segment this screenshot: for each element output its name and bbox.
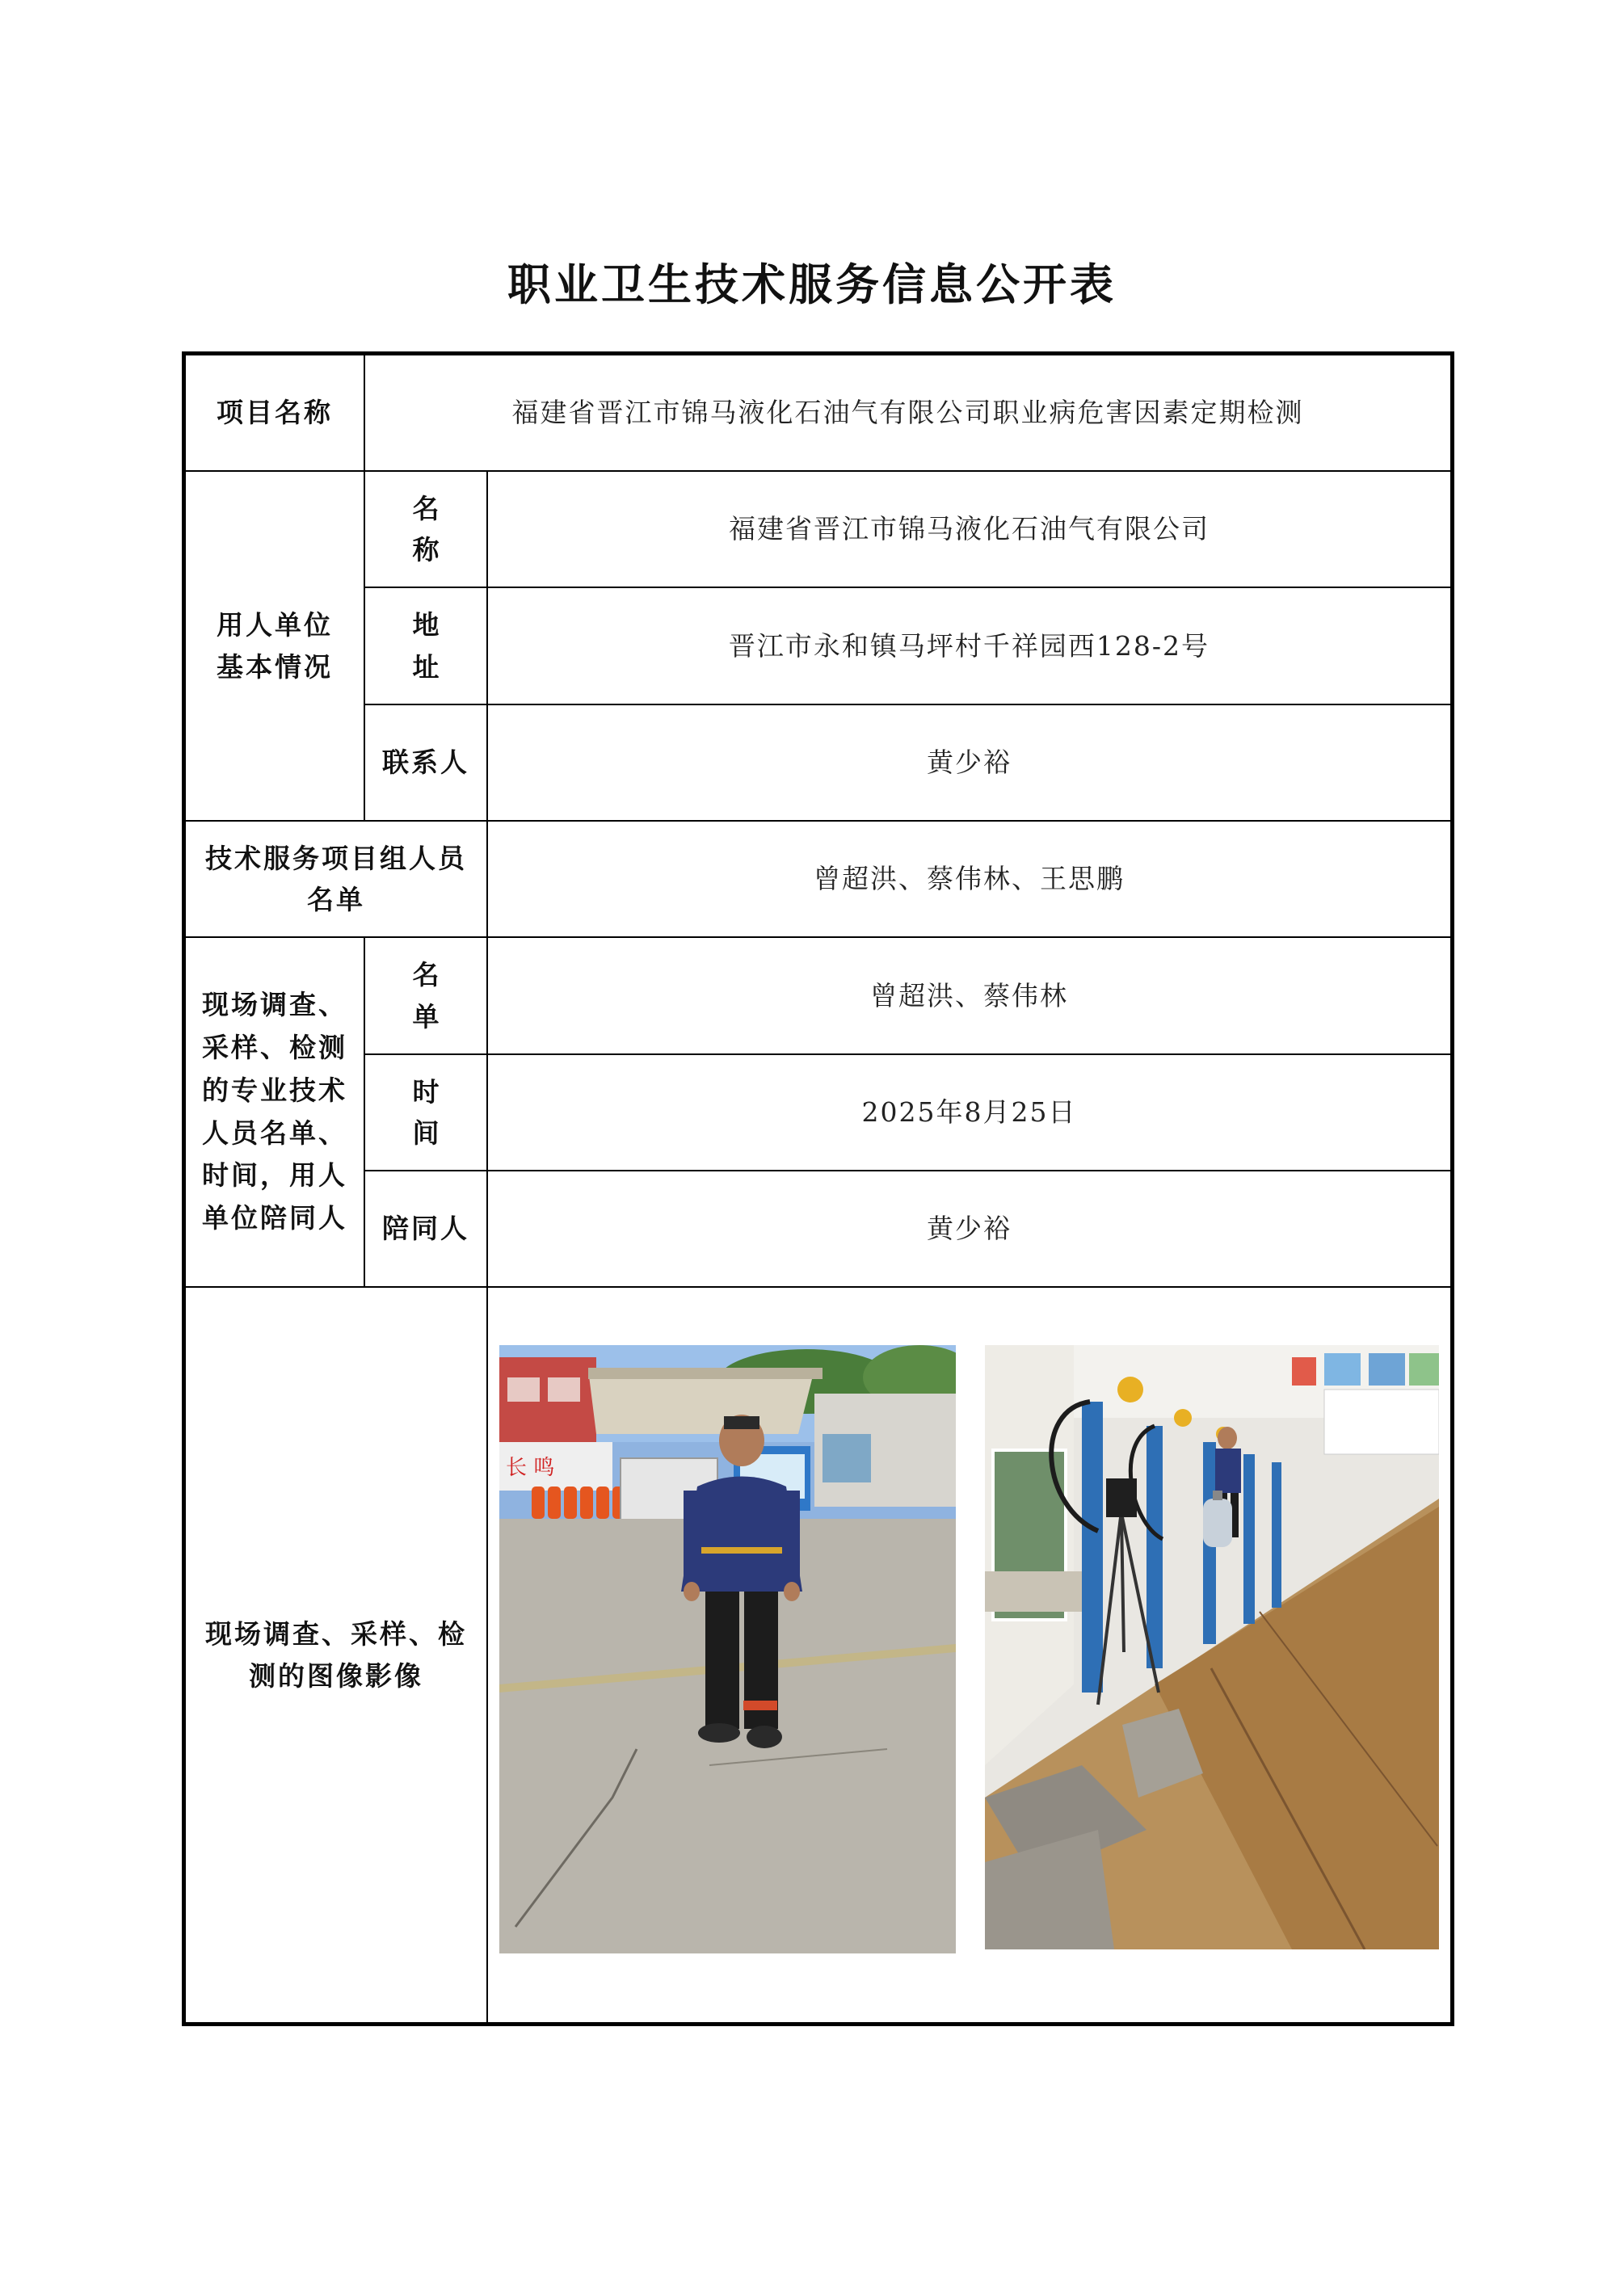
employer-label-line: 用人单位 xyxy=(217,609,333,641)
site-photo-worker-yard xyxy=(499,1345,956,1953)
employer-address-value: 晋江市永和镇马坪村千祥园西128-2号 xyxy=(728,629,1210,662)
field-escort-value: 黄少裕 xyxy=(927,1213,1012,1245)
document-title: 职业卫生技术服务信息公开表 xyxy=(507,259,1117,310)
site-photo-filling-station xyxy=(985,1345,1439,1949)
info-table xyxy=(182,351,1454,2026)
field-escort-label: 陪同人 xyxy=(382,1213,469,1245)
project-name-value: 福建省晋江市锦马液化石油气有限公司职业病危害因素定期检测 xyxy=(511,397,1304,429)
field-time-value: 2025年8月25日 xyxy=(861,1096,1077,1129)
field-label-line: 采样、检测 xyxy=(202,1031,347,1063)
site-photo-filling-station-image xyxy=(985,1345,1439,1949)
employer-contact-label: 联系人 xyxy=(382,746,469,779)
field-label-line: 时间，用人 xyxy=(202,1159,347,1192)
employer-section-label xyxy=(186,472,364,820)
employer-contact-value: 黄少裕 xyxy=(927,746,1012,779)
field-list-label: 名单 xyxy=(412,959,477,1032)
site-photo-worker-yard-image xyxy=(499,1345,956,1953)
employer-label-line: 基本情况 xyxy=(217,650,333,683)
team-label-line: 技术服务项目组人员 xyxy=(205,842,467,874)
field-label-line: 现场调查、 xyxy=(202,989,347,1021)
svg-text:长 鸣: 长 鸣 xyxy=(506,1456,555,1480)
employer-address-label: 地址 xyxy=(412,609,477,683)
team-label-line: 名单 xyxy=(307,884,365,915)
employer-name-value: 福建省晋江市锦马液化石油气有限公司 xyxy=(729,513,1210,545)
field-label-line: 的专业技术 xyxy=(202,1074,347,1106)
images-label-line: 现场调查、采样、检 xyxy=(205,1618,467,1651)
field-label-line: 单位陪同人 xyxy=(202,1202,347,1234)
project-name-label: 项目名称 xyxy=(217,397,333,429)
images-label xyxy=(186,1288,486,2022)
field-list-value: 曾超洪、蔡伟林 xyxy=(870,979,1068,1011)
field-label-line: 人员名单、 xyxy=(202,1116,347,1149)
field-section-label xyxy=(186,938,364,1286)
team-value: 曾超洪、蔡伟林、王思鹏 xyxy=(814,863,1125,895)
images-label-line: 测的图像影像 xyxy=(249,1659,423,1692)
employer-name-label: 名称 xyxy=(412,492,477,566)
field-time-label: 时间 xyxy=(412,1075,477,1149)
team-label xyxy=(186,822,486,936)
